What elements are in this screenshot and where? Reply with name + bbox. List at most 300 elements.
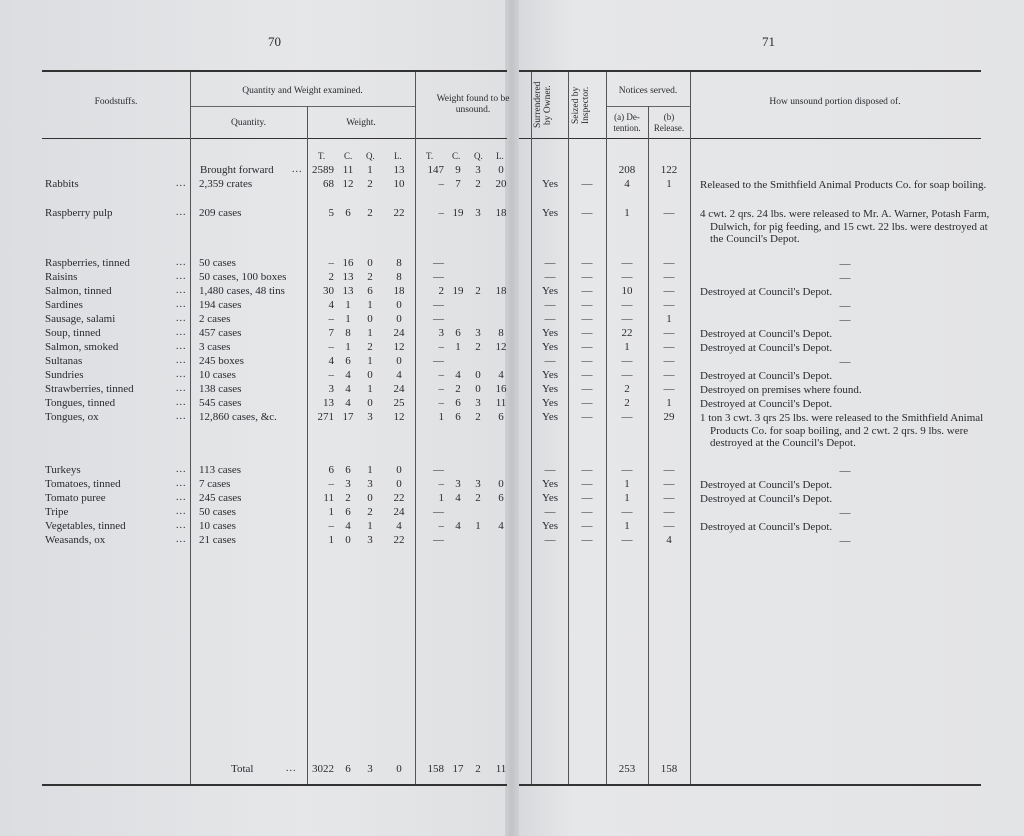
detention-cell: 2 bbox=[624, 397, 630, 409]
table-row bbox=[0, 257, 1024, 271]
bf-u-lbs: 0 bbox=[498, 164, 504, 176]
total-lbs: 0 bbox=[396, 763, 402, 775]
seized-cell: — bbox=[581, 271, 593, 283]
seized-cell: — bbox=[581, 506, 593, 518]
header-unsound: Weight found to be unsound. bbox=[436, 94, 510, 115]
quantity-cell: 50 cases bbox=[199, 506, 236, 518]
bf-u-cwt: 9 bbox=[455, 164, 461, 176]
unsound-tons: — bbox=[433, 355, 444, 367]
unsound-tons: – bbox=[438, 383, 444, 395]
weight-cwt: 12 bbox=[342, 178, 354, 190]
weight-cwt: 8 bbox=[345, 327, 351, 339]
release-cell: — bbox=[663, 355, 675, 367]
detention-cell: 2 bbox=[624, 383, 630, 395]
weight-tons: – bbox=[328, 257, 334, 269]
table-row bbox=[0, 383, 1024, 397]
weight-qrs: 0 bbox=[367, 313, 373, 325]
leader-dots: ... bbox=[176, 397, 187, 408]
surrendered-cell: Yes bbox=[541, 520, 558, 532]
surrendered-cell: — bbox=[544, 299, 556, 311]
unsound-cwt: 7 bbox=[455, 178, 461, 190]
unsound-cwt: 6 bbox=[455, 327, 461, 339]
unsound-tons: — bbox=[433, 299, 444, 311]
leader-dots: ... bbox=[176, 299, 187, 310]
total-detention: 253 bbox=[618, 763, 636, 775]
leader-dots: ... bbox=[176, 271, 187, 282]
weight-tons: 1 bbox=[328, 506, 334, 518]
quantity-cell: 2 cases bbox=[199, 313, 231, 325]
disposal-cell: — bbox=[839, 258, 851, 270]
surrendered-cell: Yes bbox=[541, 397, 558, 409]
unsound-lbs: 4 bbox=[498, 369, 504, 381]
table-row bbox=[0, 285, 1024, 299]
weight-unit-label: Q. bbox=[366, 151, 375, 161]
leader-dots: ... bbox=[286, 763, 297, 774]
unsound-tons: – bbox=[438, 341, 444, 353]
table-row bbox=[0, 178, 1024, 192]
unsound-tons: – bbox=[438, 369, 444, 381]
leader-dots: ... bbox=[176, 464, 187, 475]
weight-tons: – bbox=[328, 313, 334, 325]
foodstuff-name: Salmon, tinned bbox=[45, 285, 112, 297]
foodstuff-name: Tongues, tinned bbox=[45, 397, 116, 409]
weight-qrs: 3 bbox=[367, 411, 373, 423]
weight-cwt: 1 bbox=[345, 313, 351, 325]
unsound-lbs: 16 bbox=[495, 383, 507, 395]
weight-lbs: 10 bbox=[393, 178, 405, 190]
leader-dots: ... bbox=[176, 369, 187, 380]
weight-tons: 2 bbox=[328, 271, 334, 283]
unsound-lbs: 11 bbox=[495, 397, 507, 409]
quantity-cell: 2,359 crates bbox=[199, 178, 253, 190]
detention-cell: 1 bbox=[624, 478, 630, 490]
leader-dots: ... bbox=[176, 327, 187, 338]
weight-tons: 13 bbox=[323, 397, 334, 409]
unsound-lbs: 4 bbox=[498, 520, 504, 532]
top-rule-right bbox=[519, 70, 981, 72]
unsound-unit-label: L. bbox=[496, 151, 504, 161]
release-cell: — bbox=[663, 520, 675, 532]
weight-tons: 11 bbox=[323, 492, 334, 504]
surrendered-cell: — bbox=[544, 534, 556, 546]
weight-qrs: 6 bbox=[367, 285, 373, 297]
bf-release: 122 bbox=[660, 164, 678, 176]
disposal-cell: — bbox=[839, 507, 851, 519]
unsound-lbs: 6 bbox=[498, 492, 504, 504]
surrendered-cell: — bbox=[544, 355, 556, 367]
weight-qrs: 1 bbox=[367, 299, 373, 311]
release-cell: — bbox=[663, 299, 675, 311]
leader-dots: ... bbox=[176, 411, 187, 422]
header-quantity-weight: Quantity and Weight examined. bbox=[242, 86, 363, 96]
foodstuff-name: Sundries bbox=[45, 369, 84, 381]
surrendered-cell: — bbox=[544, 271, 556, 283]
surrendered-cell: Yes bbox=[541, 285, 558, 297]
foodstuff-name: Rabbits bbox=[45, 178, 79, 190]
disposal-cell: — bbox=[839, 314, 851, 326]
foodstuff-name: Tomato puree bbox=[45, 492, 106, 504]
release-cell: — bbox=[663, 506, 675, 518]
detention-cell: 1 bbox=[624, 207, 630, 219]
release-cell: — bbox=[663, 327, 675, 339]
weight-lbs: 0 bbox=[396, 355, 402, 367]
foodstuff-name: Raspberries, tinned bbox=[45, 257, 130, 269]
unsound-cwt: 19 bbox=[452, 207, 464, 219]
weight-tons: 4 bbox=[328, 355, 334, 367]
disposal-cell: Destroyed at Council's Depot. bbox=[700, 342, 833, 354]
surrendered-cell: Yes bbox=[541, 327, 558, 339]
unsound-cwt: 3 bbox=[455, 478, 461, 490]
unsound-tons: 1 bbox=[438, 411, 444, 423]
leader-dots: ... bbox=[176, 207, 187, 218]
disposal-cell: — bbox=[839, 272, 851, 284]
disposal-cell: Destroyed at Council's Depot. bbox=[700, 286, 833, 298]
unsound-cwt: 6 bbox=[455, 411, 461, 423]
surrendered-cell: Yes bbox=[541, 369, 558, 381]
weight-lbs: 22 bbox=[393, 534, 405, 546]
weight-tons: 3 bbox=[328, 383, 334, 395]
detention-cell: — bbox=[621, 271, 633, 283]
quantity-cell: 12,860 cases, &c. bbox=[199, 411, 277, 423]
unsound-lbs: 18 bbox=[495, 285, 507, 297]
weight-cwt: 1 bbox=[345, 341, 351, 353]
leader-dots: ... bbox=[176, 313, 187, 324]
seized-cell: — bbox=[581, 355, 593, 367]
weight-cwt: 4 bbox=[345, 369, 351, 381]
quantity-cell: 194 cases bbox=[199, 299, 242, 311]
weight-tons: 68 bbox=[323, 178, 334, 190]
weight-lbs: 12 bbox=[393, 411, 405, 423]
unsound-qrs: 2 bbox=[475, 341, 481, 353]
detention-cell: — bbox=[621, 313, 633, 325]
leader-dots: ... bbox=[176, 478, 187, 489]
weight-tons: – bbox=[328, 369, 334, 381]
disposal-cell: — bbox=[839, 300, 851, 312]
quantity-cell: 21 cases bbox=[199, 534, 236, 546]
table-row bbox=[0, 341, 1024, 355]
header-weight: Weight. bbox=[346, 118, 376, 128]
table-row bbox=[0, 411, 1024, 449]
unsound-qrs: 3 bbox=[475, 397, 481, 409]
weight-qrs: 0 bbox=[367, 397, 373, 409]
release-cell: 1 bbox=[666, 313, 672, 325]
header-seized: Seized by Inspector. bbox=[571, 86, 591, 124]
bf-u-qrs: 3 bbox=[475, 164, 481, 176]
leader-dots: ... bbox=[176, 178, 187, 189]
unsound-qrs: 1 bbox=[475, 520, 481, 532]
weight-qrs: 2 bbox=[367, 207, 373, 219]
quantity-cell: 245 boxes bbox=[199, 355, 244, 367]
detention-cell: — bbox=[621, 464, 633, 476]
weight-qrs: 3 bbox=[367, 478, 373, 490]
foodstuff-name: Vegetables, tinned bbox=[45, 520, 126, 532]
weight-lbs: 22 bbox=[393, 207, 405, 219]
top-rule-left bbox=[42, 70, 507, 72]
release-cell: — bbox=[663, 369, 675, 381]
weight-lbs: 0 bbox=[396, 464, 402, 476]
release-cell: 1 bbox=[666, 397, 672, 409]
weight-tons: 6 bbox=[328, 464, 334, 476]
unsound-qrs: 0 bbox=[475, 383, 481, 395]
total-tons: 3022 bbox=[312, 763, 334, 775]
release-cell: 1 bbox=[666, 178, 672, 190]
weight-cwt: 0 bbox=[345, 534, 351, 546]
seized-cell: — bbox=[581, 327, 593, 339]
weight-tons: 4 bbox=[328, 299, 334, 311]
total-u-lbs: 11 bbox=[495, 763, 507, 775]
total-release: 158 bbox=[660, 763, 678, 775]
seized-cell: — bbox=[581, 534, 593, 546]
foodstuff-name: Tripe bbox=[45, 506, 69, 518]
quantity-cell: 50 cases bbox=[199, 257, 236, 269]
unsound-lbs: 8 bbox=[498, 327, 504, 339]
bf-u-tons: 147 bbox=[427, 164, 444, 176]
unsound-cwt: 4 bbox=[455, 369, 461, 381]
weight-lbs: 24 bbox=[393, 327, 405, 339]
quantity-cell: 457 cases bbox=[199, 327, 242, 339]
weight-qrs: 1 bbox=[367, 464, 373, 476]
weight-cwt: 4 bbox=[345, 520, 351, 532]
weight-qrs: 0 bbox=[367, 257, 373, 269]
surrendered-cell: — bbox=[544, 257, 556, 269]
table-row bbox=[0, 327, 1024, 341]
weight-tons: – bbox=[328, 520, 334, 532]
detention-cell: — bbox=[621, 369, 633, 381]
unsound-cwt: 2 bbox=[455, 383, 461, 395]
seized-cell: — bbox=[581, 178, 593, 190]
disposal-cell: Destroyed at Council's Depot. bbox=[700, 521, 833, 533]
table-row bbox=[0, 492, 1024, 506]
header-notices: Notices served. bbox=[618, 86, 678, 96]
foodstuff-name: Raisins bbox=[45, 271, 78, 283]
leader-dots: ... bbox=[176, 506, 187, 517]
surrendered-cell: Yes bbox=[541, 492, 558, 504]
weight-lbs: 8 bbox=[396, 257, 402, 269]
quantity-cell: 245 cases bbox=[199, 492, 242, 504]
unsound-lbs: 0 bbox=[498, 478, 504, 490]
detention-cell: — bbox=[621, 355, 633, 367]
seized-cell: — bbox=[581, 520, 593, 532]
release-cell: — bbox=[663, 207, 675, 219]
quantity-cell: 545 cases bbox=[199, 397, 242, 409]
surrendered-cell: — bbox=[544, 464, 556, 476]
disposal-cell: Destroyed at Council's Depot. bbox=[700, 493, 833, 505]
unsound-qrs: 2 bbox=[475, 411, 481, 423]
leader-dots: ... bbox=[176, 534, 187, 545]
unsound-qrs: 3 bbox=[475, 207, 481, 219]
weight-cwt: 6 bbox=[345, 355, 351, 367]
detention-cell: 4 bbox=[624, 178, 630, 190]
surrendered-cell: — bbox=[544, 506, 556, 518]
release-cell: — bbox=[663, 285, 675, 297]
unsound-unit-label: Q. bbox=[474, 151, 483, 161]
disposal-cell: Destroyed at Council's Depot. bbox=[700, 328, 833, 340]
unsound-lbs: 18 bbox=[495, 207, 507, 219]
release-cell: — bbox=[663, 257, 675, 269]
disposal-cell: Released to the Smithfield Animal Products Co. for soap boiling. bbox=[700, 179, 987, 191]
unsound-tons: — bbox=[433, 257, 444, 269]
detention-cell: — bbox=[621, 299, 633, 311]
seized-cell: — bbox=[581, 207, 593, 219]
unsound-cwt: 1 bbox=[455, 341, 461, 353]
disposal-cell: 4 cwt. 2 qrs. 24 lbs. were released to Mr. A. Warner, Potash Farm, Dulwich, for pig feeding, and 15 cwt. 22 lbs. were destroyed at the Council's Depot. bbox=[700, 208, 990, 245]
weight-qrs: 2 bbox=[367, 341, 373, 353]
header-bottom-rule-left bbox=[42, 138, 507, 139]
total-u-cwt: 17 bbox=[452, 763, 464, 775]
foodstuff-name: Weasands, ox bbox=[45, 534, 106, 546]
surrendered-cell: Yes bbox=[541, 383, 558, 395]
unsound-cwt: 4 bbox=[455, 520, 461, 532]
leader-dots: ... bbox=[176, 492, 187, 503]
unsound-tons: – bbox=[438, 207, 444, 219]
weight-lbs: 4 bbox=[396, 520, 402, 532]
header-surrendered: Surrendered by Owner. bbox=[533, 81, 553, 129]
bottom-rule-right bbox=[519, 784, 981, 786]
surrendered-cell: — bbox=[544, 313, 556, 325]
unsound-qrs: 3 bbox=[475, 327, 481, 339]
seized-cell: — bbox=[581, 257, 593, 269]
unsound-lbs: 12 bbox=[495, 341, 507, 353]
seized-cell: — bbox=[581, 411, 593, 423]
weight-cwt: 17 bbox=[342, 411, 354, 423]
weight-qrs: 1 bbox=[367, 355, 373, 367]
foodstuff-name: Sausage, salami bbox=[45, 313, 116, 325]
unsound-cwt: 19 bbox=[452, 285, 464, 297]
weight-cwt: 2 bbox=[345, 492, 351, 504]
disposal-cell: — bbox=[839, 535, 851, 547]
weight-lbs: 0 bbox=[396, 299, 402, 311]
weight-unit-label: T. bbox=[318, 151, 326, 161]
unsound-tons: — bbox=[433, 464, 444, 476]
weight-lbs: 8 bbox=[396, 271, 402, 283]
release-cell: — bbox=[663, 478, 675, 490]
disposal-cell: Destroyed at Council's Depot. bbox=[700, 398, 833, 410]
unsound-qrs: 3 bbox=[475, 478, 481, 490]
header-bottom-rule-right bbox=[519, 138, 981, 139]
disposal-cell: 1 ton 3 cwt. 3 qrs 25 lbs. were released to the Smithfield Animal Products Co. for soap boiling, and 2 cwt. 2 qrs. 9 lbs. were destroyed at the Council's Depot. bbox=[700, 412, 984, 449]
weight-qrs: 2 bbox=[367, 506, 373, 518]
bf-lbs: 13 bbox=[393, 164, 405, 176]
foodstuff-name: Sultanas bbox=[45, 355, 83, 367]
weight-tons: – bbox=[328, 341, 334, 353]
unsound-lbs: 6 bbox=[498, 411, 504, 423]
disposal-cell: Destroyed on premises where found. bbox=[700, 384, 862, 396]
quantity-cell: 10 cases bbox=[199, 520, 236, 532]
unsound-qrs: 2 bbox=[475, 285, 481, 297]
detention-cell: 22 bbox=[621, 327, 633, 339]
weight-cwt: 6 bbox=[345, 207, 351, 219]
table-row bbox=[0, 207, 1024, 245]
foodstuff-name: Soup, tinned bbox=[45, 327, 101, 339]
weight-lbs: 0 bbox=[396, 313, 402, 325]
release-cell: — bbox=[663, 383, 675, 395]
weight-tons: 5 bbox=[328, 207, 334, 219]
weight-tons: 7 bbox=[328, 327, 334, 339]
seized-cell: — bbox=[581, 383, 593, 395]
unsound-cwt: 6 bbox=[455, 397, 461, 409]
release-cell: 29 bbox=[663, 411, 675, 423]
unsound-qrs: 2 bbox=[475, 178, 481, 190]
foodstuff-name: Strawberries, tinned bbox=[45, 383, 134, 395]
release-cell: — bbox=[663, 492, 675, 504]
table-row bbox=[0, 478, 1024, 492]
table-row bbox=[0, 397, 1024, 411]
disposal-cell: Destroyed at Council's Depot. bbox=[700, 370, 833, 382]
unsound-tons: – bbox=[438, 178, 444, 190]
total-u-qrs: 2 bbox=[475, 763, 481, 775]
quantity-cell: 10 cases bbox=[199, 369, 236, 381]
unsound-qrs: 2 bbox=[475, 492, 481, 504]
bf-qrs: 1 bbox=[367, 164, 373, 176]
unsound-unit-label: C. bbox=[452, 151, 461, 161]
seized-cell: — bbox=[581, 464, 593, 476]
weight-qrs: 2 bbox=[367, 271, 373, 283]
seized-cell: — bbox=[581, 478, 593, 490]
disposal-cell: — bbox=[839, 465, 851, 477]
weight-lbs: 24 bbox=[393, 383, 405, 395]
table-row bbox=[0, 520, 1024, 534]
weight-cwt: 16 bbox=[342, 257, 354, 269]
foodstuff-name: Tomatoes, tinned bbox=[45, 478, 121, 490]
page-number-left: 70 bbox=[268, 34, 281, 49]
unsound-tons: — bbox=[433, 506, 444, 518]
leader-dots: ... bbox=[176, 341, 187, 352]
weight-lbs: 0 bbox=[396, 478, 402, 490]
leader-dots: ... bbox=[176, 383, 187, 394]
weight-qrs: 1 bbox=[367, 520, 373, 532]
table-row bbox=[0, 369, 1024, 383]
bottom-rule-left bbox=[42, 784, 507, 786]
table-row bbox=[0, 313, 1024, 327]
page-number-right: 71 bbox=[762, 34, 775, 49]
weight-lbs: 24 bbox=[393, 506, 405, 518]
foodstuff-name: Turkeys bbox=[45, 464, 81, 476]
foodstuff-name: Raspberry pulp bbox=[45, 207, 113, 219]
unsound-tons: 3 bbox=[438, 327, 444, 339]
seized-cell: — bbox=[581, 341, 593, 353]
detention-cell: 1 bbox=[624, 492, 630, 504]
weight-qrs: 1 bbox=[367, 327, 373, 339]
weight-lbs: 4 bbox=[396, 369, 402, 381]
unsound-tons: 2 bbox=[438, 285, 444, 297]
foodstuff-name: Sardines bbox=[45, 299, 83, 311]
weight-qrs: 3 bbox=[367, 534, 373, 546]
quantity-cell: 1,480 cases, 48 tins bbox=[199, 285, 285, 297]
brought-forward-label: Brought forward bbox=[200, 164, 274, 176]
detention-cell: — bbox=[621, 411, 633, 423]
weight-lbs: 22 bbox=[393, 492, 405, 504]
unsound-tons: — bbox=[433, 313, 444, 325]
header-foodstuffs: Foodstuffs. bbox=[94, 97, 138, 107]
weight-tons: 1 bbox=[328, 534, 334, 546]
surrendered-cell: Yes bbox=[541, 341, 558, 353]
unsound-tons: – bbox=[438, 478, 444, 490]
surrendered-cell: Yes bbox=[541, 178, 558, 190]
quantity-cell: 50 cases, 100 boxes bbox=[199, 271, 287, 283]
release-cell: — bbox=[663, 464, 675, 476]
table-row bbox=[0, 464, 1024, 478]
total-cwt: 6 bbox=[345, 763, 351, 775]
table-row bbox=[0, 506, 1024, 520]
weight-cwt: 13 bbox=[342, 285, 354, 297]
leader-dots: ... bbox=[292, 164, 303, 175]
total-u-tons: 158 bbox=[427, 763, 444, 775]
release-cell: 4 bbox=[666, 534, 672, 546]
weight-tons: 30 bbox=[323, 285, 334, 297]
bf-detention: 208 bbox=[618, 164, 636, 176]
weight-cwt: 1 bbox=[345, 299, 351, 311]
subheader-rule-left bbox=[190, 106, 415, 107]
